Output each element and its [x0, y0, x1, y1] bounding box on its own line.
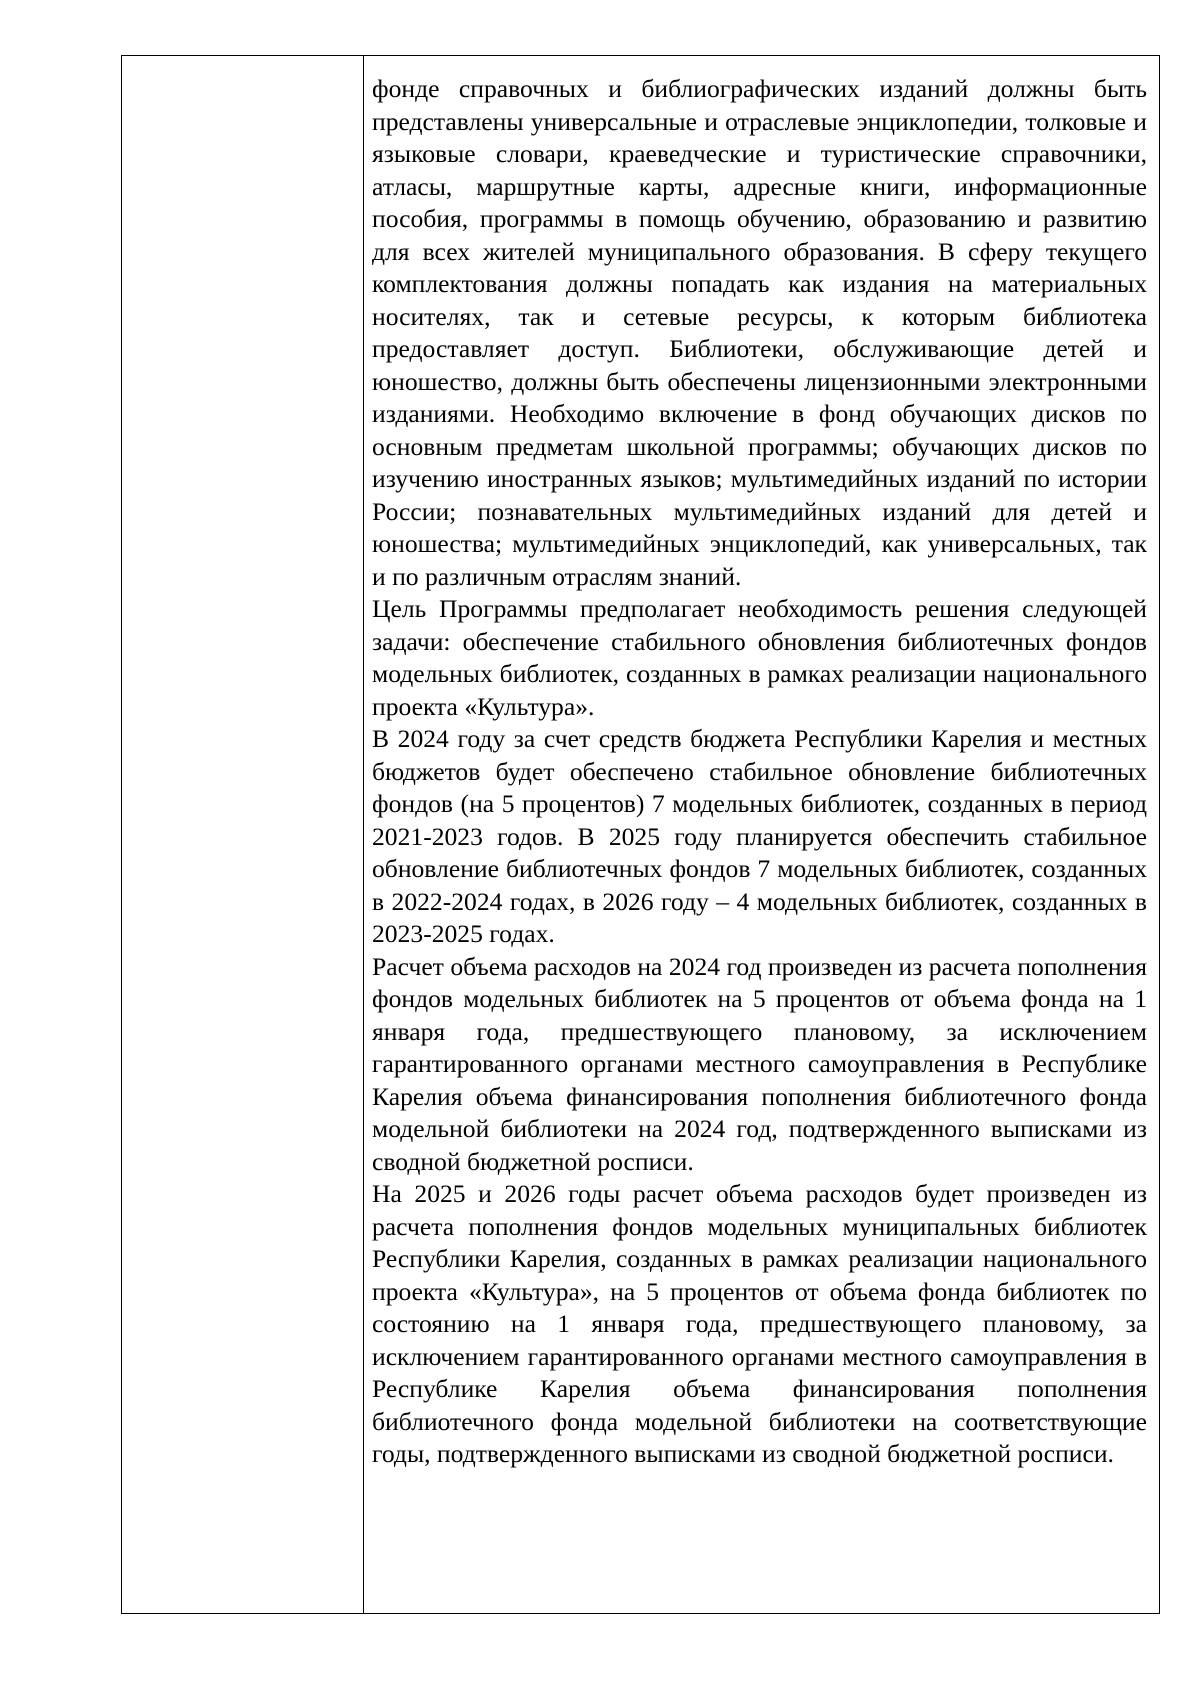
- paragraph-2025-2026-calculation: На 2025 и 2026 годы расчет объема расходов будет произведен из расчета пополнения фондов модельных муниципальных библиотек Республики Карелия, созданных в рамках реализации национального проекта «Культура», на 5 процентов от объема фонда библиотек по состоянию на 1 января года, предшествующего плановому, за исключением гарантированного органами местного самоуправления в Республике Карелия объема финансирования пополнения библиотечного фонда модельной библиотеки на соответствующие годы, подтвержденного выписками из сводной бюджетной росписи.: [372, 1179, 1147, 1468]
- column-divider: [363, 56, 364, 1613]
- paragraph-2024-plan: В 2024 году за счет средств бюджета Республики Карелия и местных бюджетов будет обеспечено стабильное обновление библиотечных фондов (на 5 процентов) 7 модельных библиотек, созданных в период 2021-2023 годов. В 2025 году планируется обеспечить стабильное обновление библиотечных фондов 7 модельных библиотек, созданных в 2022-2024 годах, в 2026 году – 4 модельных библиотек, созданных в 2023-2025 годах.: [372, 724, 1147, 948]
- document-table: [121, 55, 1160, 1614]
- table-cell-left: [122, 56, 363, 1613]
- paragraph-reference-fund: фонде справочных и библиографических изданий должны быть представлены универсальные и отраслевые энциклопедии, толковые и языковые словари, краеведческие и туристические справочники, атласы, маршрутные карты, адресные книги, информационные пособия, программы в помощь обучению, образованию и развитию для всех жителей муниципального образования. В сферу текущего комплектования должны попадать как издания на материальных носителях, так и сетевые ресурсы, к которым библиотека предоставляет доступ. Библиотеки, обслуживающие детей и юношество, должны быть обеспечены лицензионными электронными изданиями. Необходимо включение в фонд обучающих дисков по основным предметам школьной программы; обучающих дисков по изучению иностранных языков; мультимедийных изданий по истории России; познавательных мультимедийных изданий для детей и юношества; мультимедийных энциклопедий, как универсальных, так и по различным отраслям знаний.: [372, 74, 1147, 591]
- paragraph-2024-calculation: Расчет объема расходов на 2024 год произведен из расчета пополнения фондов модельных библиотек на 5 процентов от объема фонда на 1 января года, предшествующего плановому, за исключением гарантированного органами местного самоуправления в Республике Карелия объема финансирования пополнения библиотечного фонда модельной библиотеки на 2024 год, подтвержденного выписками из сводной бюджетной росписи.: [372, 951, 1147, 1176]
- paragraph-program-goal: Цель Программы предполагает необходимость решения следующей задачи: обеспечение стабильного обновления библиотечных фондов модельных библиотек, созданных в рамках реализации национального проекта «Культура».: [372, 594, 1147, 721]
- table-cell-right: [372, 73, 1147, 1471]
